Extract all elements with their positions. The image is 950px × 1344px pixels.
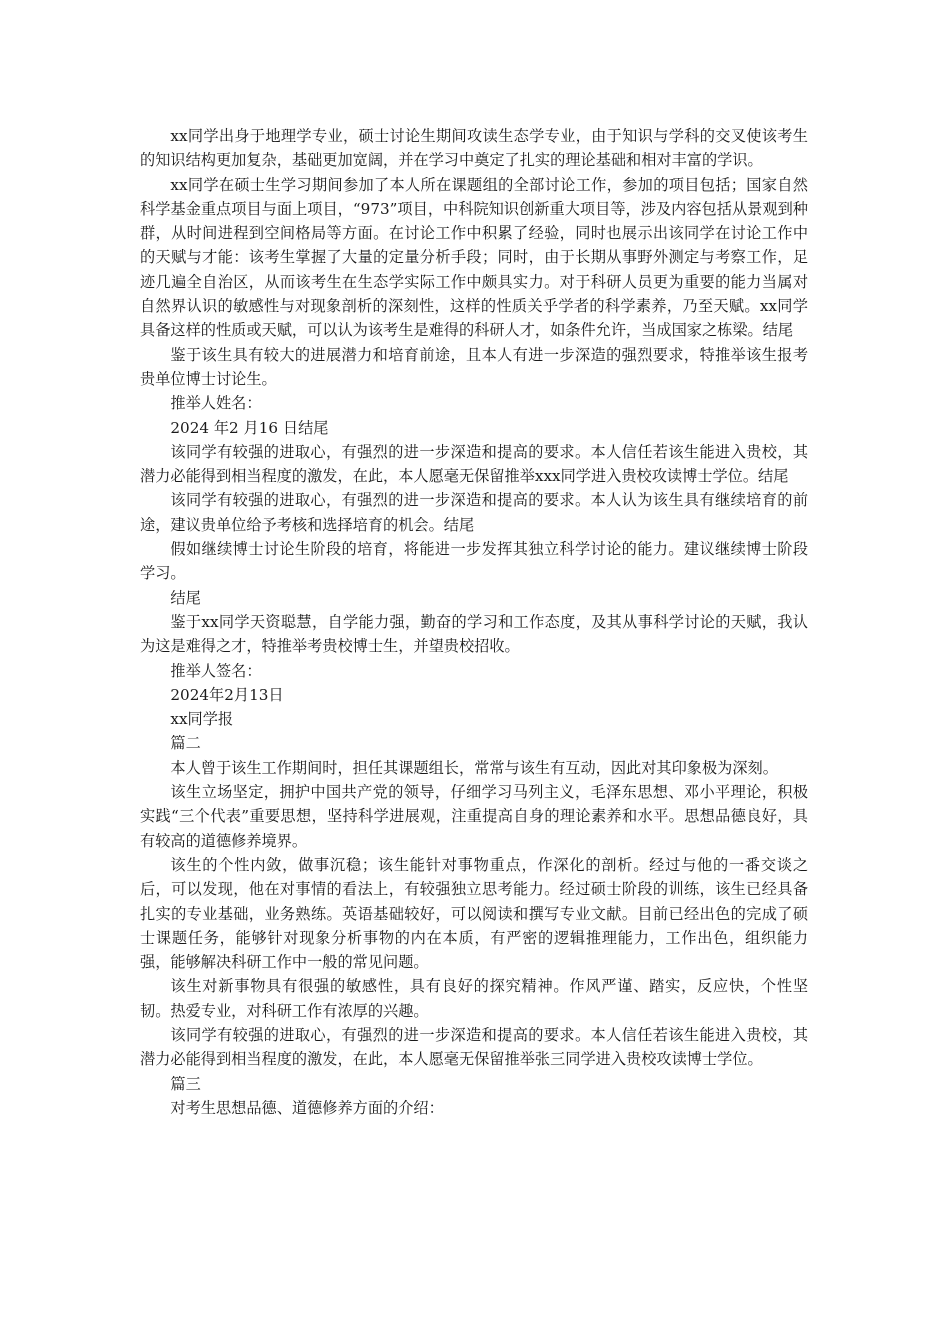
paragraph-intro-morality: 对考生思想品德、道德修养方面的介绍： [170, 1098, 444, 1117]
paragraph-background: xx同学出身于地理学专业，硕士讨论生期间攻读生态学专业，由于知识与学科的交叉使该考生的知识结构更加复杂，基础更加宽阔，并在学习中奠定了扎实的理论基础和相对丰富的学识。 [140, 127, 808, 170]
report-line: xx同学报 [170, 710, 234, 729]
paragraph-recommendation: 鉴于该生具有较大的进展潜力和培育前途，且本人有进一步深造的强烈要求，特推举该生报考贵单位博士讨论生。 [140, 345, 808, 388]
paragraph-ideology: 该生立场坚定，拥护中国共产党的领导，仔细学习马列主义，毛泽东思想、邓小平理论，积极实践“三个代表”重要思想，坚持科学进展观，注重提高自身的理论素养和水平。思想品德良好，具有较高的道德修养境界。 [140, 783, 808, 850]
ending-label: 结尾 [170, 588, 201, 607]
recommender-signature-line: 推举人签名： [170, 661, 262, 680]
date-line-1: 2024 年2 月16 日结尾 [170, 418, 329, 437]
section-heading-2: 篇二 [170, 734, 201, 753]
paragraph-research-work: xx同学在硕士生学习期间参加了本人所在课题组的全部讨论工作，参加的项目包括；国家自然科学基金重点项目与面上项目，“973”项目，中科院知识创新重大项目等，涉及内容包括从景观到种群，从时间进程到空间格局等方面。在讨论工作中积累了经验，同时也展示出该同学在讨论工作中的天赋与才能：该考生掌握了大量的定量分析手段；同时，由于长期从事野外测定与考察工作，足迹几遍全自治区，从而该考生在生态学实际工作中颇具实力。对于科研人员更为重要的能力当属对自然界认识的敏感性与对现象剖析的深刻性，这样的性质关乎学者的科学素养，乃至天赋。xx同学具备这样的性质或天赋，可以认为该考生是难得的科研人才，如条件允许，当成国家之栋梁。结尾 [140, 175, 808, 340]
date-line-2: 2024年2月13日 [170, 685, 284, 704]
section-heading-3: 篇三 [170, 1074, 201, 1093]
document-page [140, 124, 808, 1120]
paragraph-supervisor: 本人曾于该生工作期间时，担任其课题组长，常常与该生有互动，因此对其印象极为深刻。 [170, 758, 778, 777]
paragraph-ambition-1: 该同学有较强的进取心，有强烈的进一步深造和提高的要求。本人信任若该生能进入贵校，其潜力必能得到相当程度的激发，在此，本人愿毫无保留推举xxx同学进入贵校攻读博士学位。结尾 [140, 442, 808, 486]
paragraph-sensitivity: 该生对新事物具有很强的敏感性，具有良好的探究精神。作风严谨、踏实，反应快，个性坚韧。热爱专业，对科研工作有浓厚的兴趣。 [140, 977, 808, 1020]
paragraph-talent: 鉴于xx同学天资聪慧，自学能力强，勤奋的学习和工作态度，及其从事科学讨论的天赋，我认为这是难得之才，特推举考贵校博士生，并望贵校招收。 [140, 612, 808, 656]
paragraph-personality: 该生的个性内敛，做事沉稳；该生能针对事物重点，作深化的剖析。经过与他的一番交谈之后，可以发现，他在对事情的看法上，有较强独立思考能力。经过硕士阶段的训练，该生已经具备扎实的专业基础，业务熟练。英语基础较好，可以阅读和撰写专业文献。目前已经出色的完成了硕士课题任务，能够针对现象分析事物的内在本质，有严密的逻辑推理能力，工作出色，组织能力强，能够解决科研工作中一般的常见问题。 [140, 855, 808, 972]
recommender-name-line: 推举人姓名： [170, 394, 262, 413]
paragraph-continue-phd: 假如继续博士讨论生阶段的培育，将能进一步发挥其独立科学讨论的能力。建议继续博士阶段学习。 [140, 540, 808, 583]
paragraph-ambition-3: 该同学有较强的进取心，有强烈的进一步深造和提高的要求。本人信任若该生能进入贵校，其潜力必能得到相当程度的激发，在此，本人愿毫无保留推举张三同学进入贵校攻读博士学位。 [140, 1025, 808, 1069]
paragraph-ambition-2: 该同学有较强的进取心，有强烈的进一步深造和提高的要求。本人认为该生具有继续培育的前途，建议贵单位给予考核和选择培育的机会。结尾 [140, 491, 808, 534]
